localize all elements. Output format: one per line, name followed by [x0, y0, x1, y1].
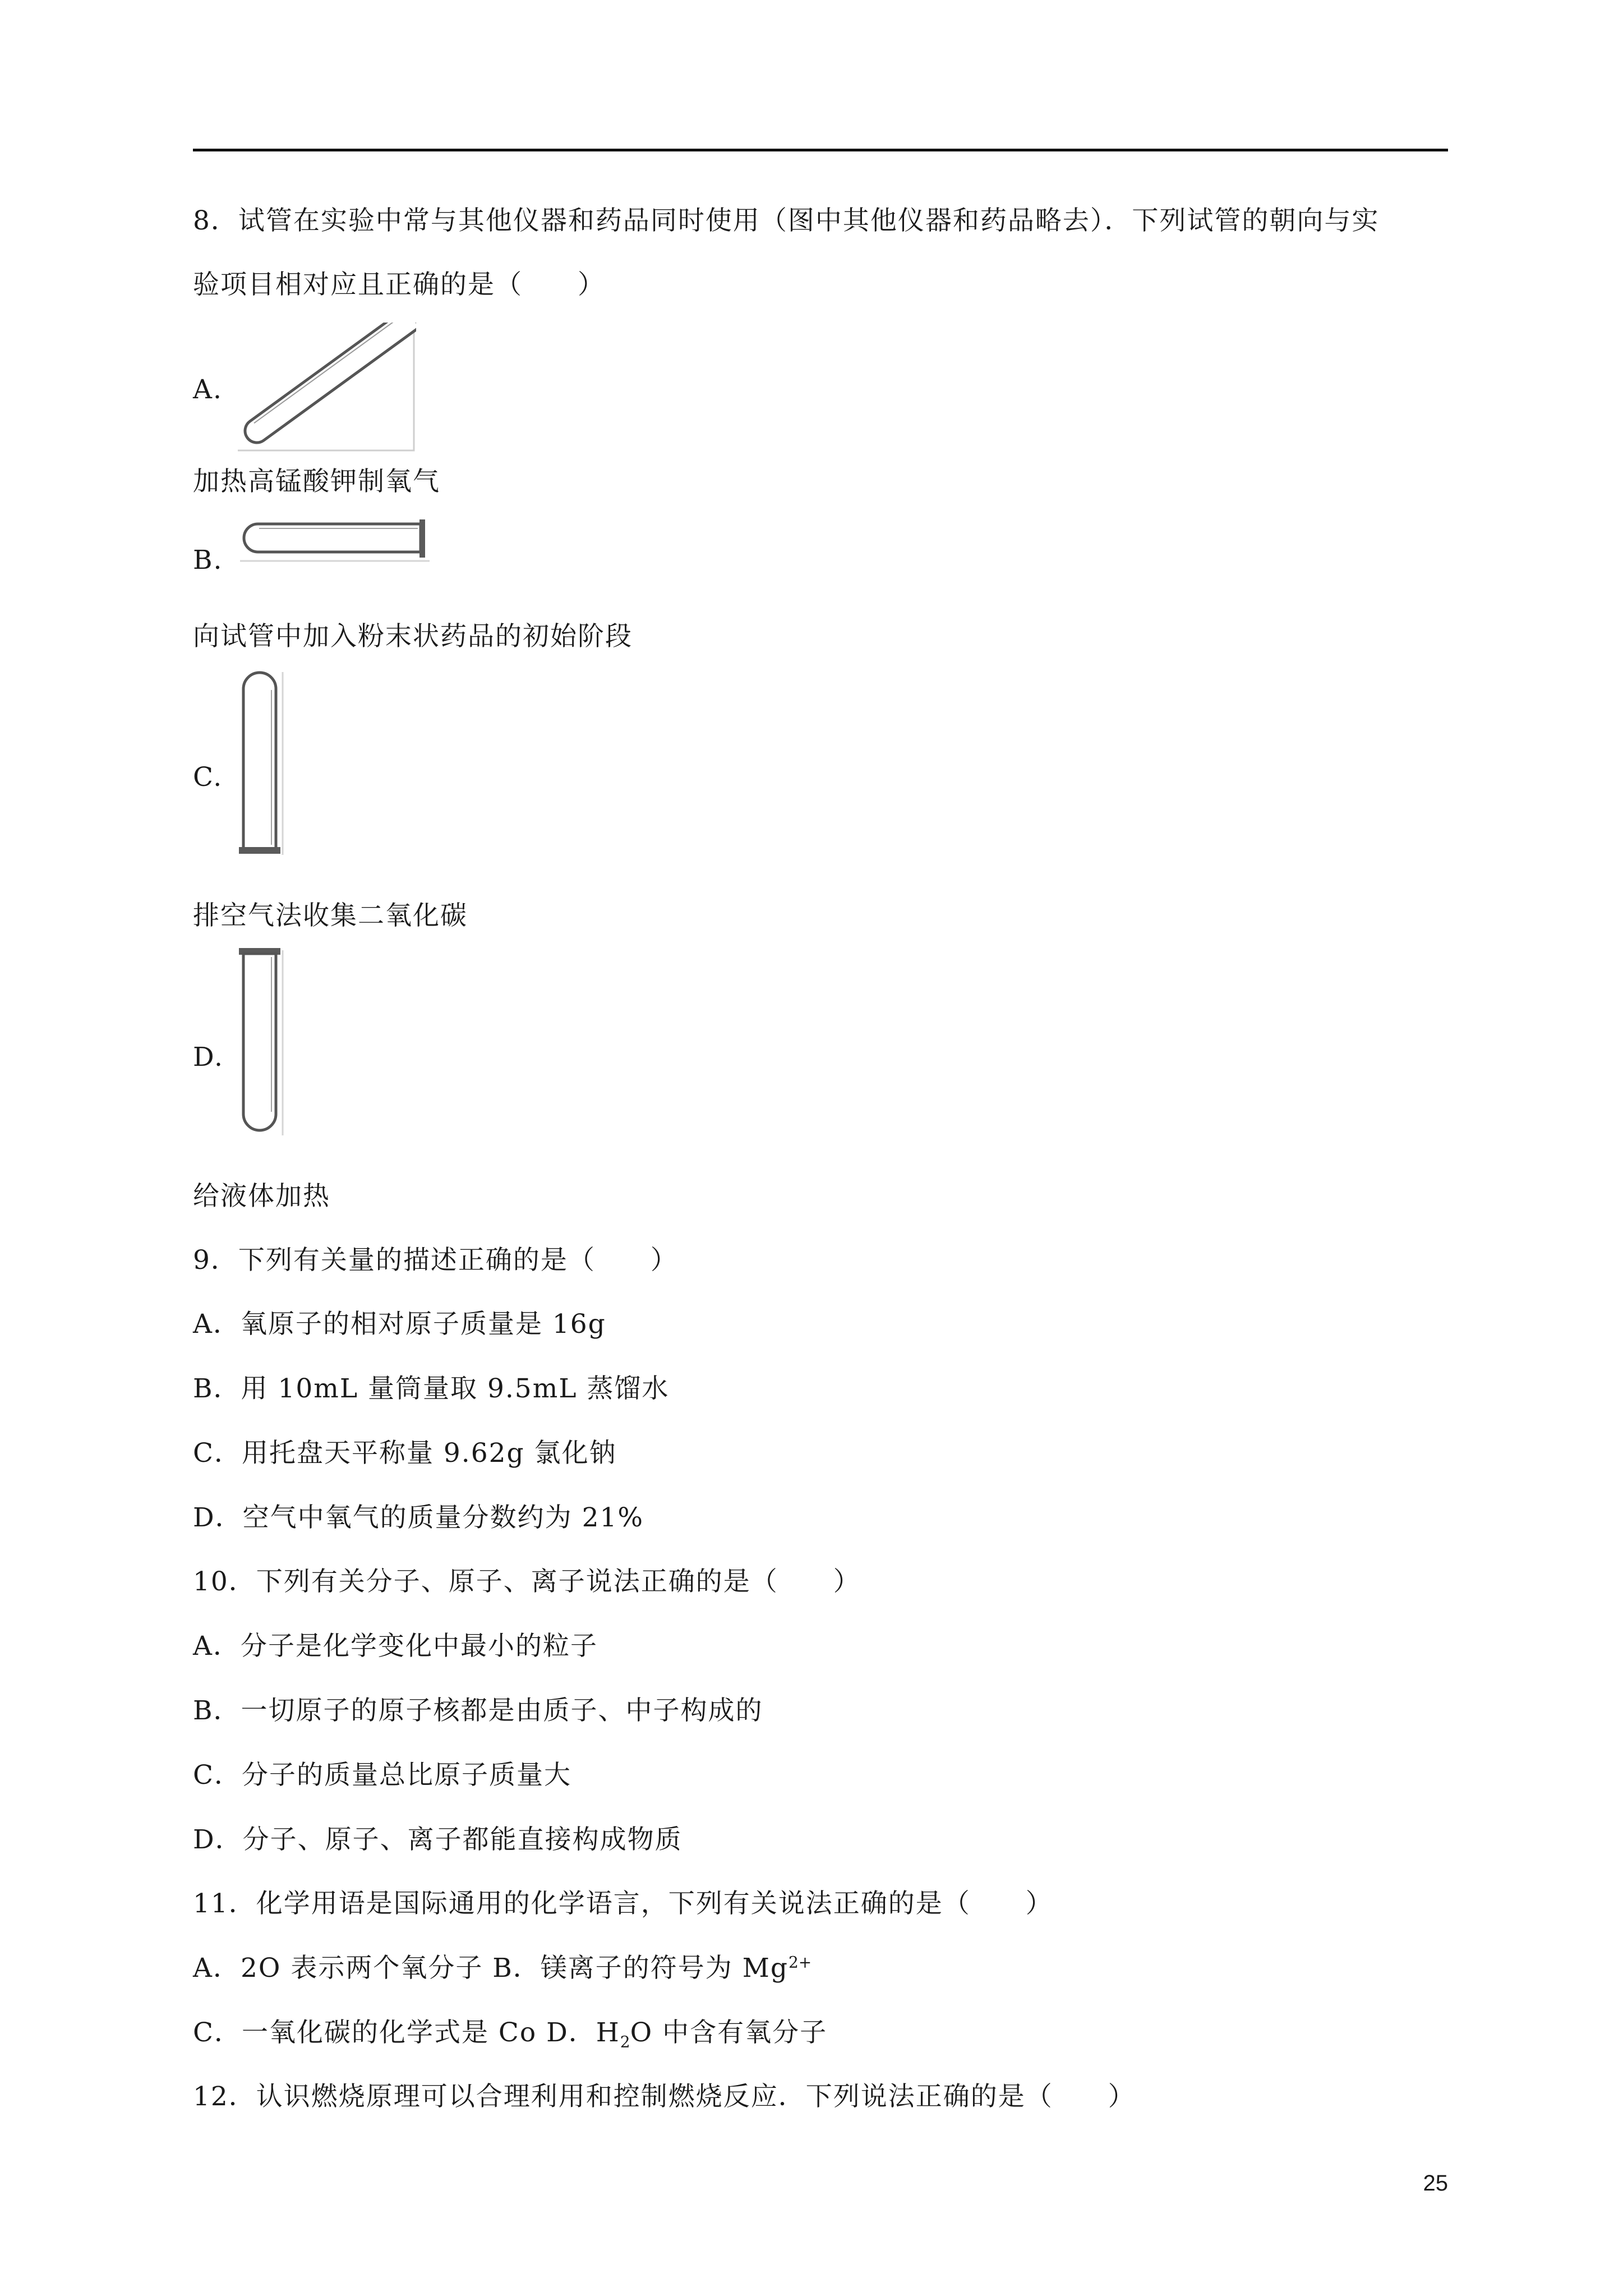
q8-option-a-caption: 加热高锰酸钾制氧气 — [193, 466, 440, 497]
q11-stem: 11．化学用语是国际通用的化学语言，下列有关说法正确的是（ ） — [193, 1888, 1053, 1919]
q8-stem-line1: 8．试管在实验中常与其他仪器和药品同时使用（图中其他仪器和药品略去）．下列试管的朝向与实 — [193, 205, 1380, 236]
q11-options-cd — [193, 2016, 827, 2050]
header-rule — [193, 149, 1448, 151]
q8-option-c-letter: C. — [193, 762, 223, 793]
q8-option-d-caption: 给液体加热 — [193, 1181, 330, 1212]
q10-option-b: B．一切原子的原子核都是由质子、中子构成的 — [193, 1695, 763, 1726]
q9-stem: 9．下列有关量的描述正确的是（ ） — [193, 1245, 678, 1276]
test-tube-tilted-icon — [236, 323, 416, 453]
q12-stem: 12．认识燃烧原理可以合理利用和控制燃烧反应．下列说法正确的是（ ） — [193, 2081, 1136, 2112]
q9-option-a: A．氧原子的相对原子质量是 16g — [193, 1309, 606, 1340]
mg-charge-superscript: 2+ — [788, 1953, 812, 1972]
page-number: 25 — [1423, 2171, 1448, 2196]
test-tube-horizontal-icon — [236, 517, 433, 564]
q8-option-a-letter: A. — [193, 374, 223, 405]
q8-option-b-caption: 向试管中加入粉末状药品的初始阶段 — [193, 621, 633, 652]
q10-option-a: A．分子是化学变化中最小的粒子 — [193, 1631, 598, 1662]
q8-stem-line2: 验项目相对应且正确的是（ ） — [193, 269, 605, 300]
test-tube-upside-down-icon — [236, 666, 284, 857]
q9-option-d: D．空气中氧气的质量分数约为 21% — [193, 1502, 644, 1533]
q8-option-d-letter: D. — [193, 1042, 224, 1073]
q10-stem: 10．下列有关分子、原子、离子说法正确的是（ ） — [193, 1566, 861, 1597]
h2o-subscript: 2 — [620, 2032, 630, 2051]
q11-options-cd-post: O 中含有氧分子 — [630, 2017, 828, 2048]
q10-option-d: D．分子、原子、离子都能直接构成物质 — [193, 1824, 683, 1855]
q11-options-ab — [193, 1952, 811, 1985]
q11-options-ab-text: A．2O 表示两个氧分子 B．镁离子的符号为 Mg — [193, 1953, 789, 1984]
q9-option-b: B．用 10mL 量筒量取 9.5mL 蒸馏水 — [193, 1373, 670, 1404]
q10-option-c: C．分子的质量总比原子质量大 — [193, 1760, 571, 1791]
q9-option-c: C．用托盘天平称量 9.62g 氯化钠 — [193, 1438, 617, 1469]
q8-option-c-caption: 排空气法收集二氧化碳 — [193, 900, 468, 931]
q11-options-cd-pre: C．一氧化碳的化学式是 Co D．H — [193, 2017, 620, 2048]
q8-option-b-letter: B. — [193, 545, 223, 576]
test-tube-upright-icon — [236, 947, 284, 1138]
